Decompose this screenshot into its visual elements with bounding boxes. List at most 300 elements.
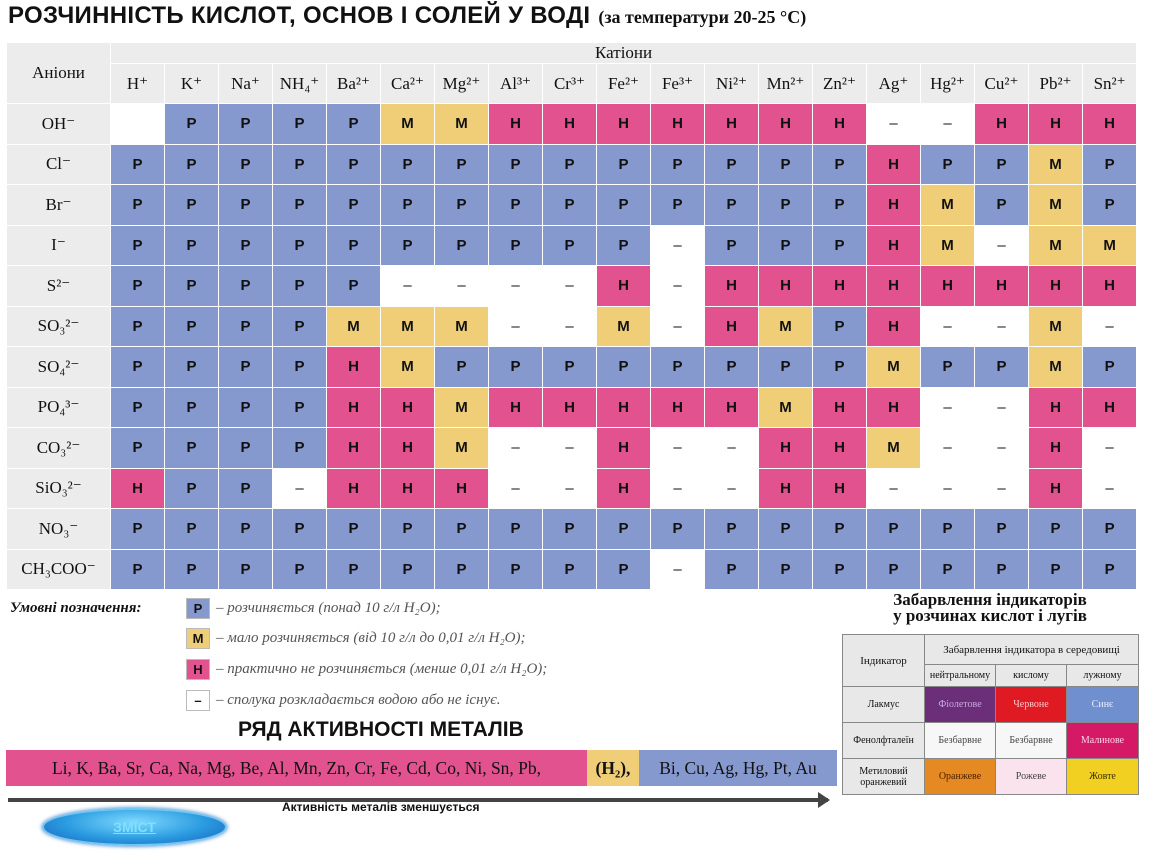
solubility-cell: Р: [327, 185, 381, 226]
solubility-cell: Р: [651, 347, 705, 388]
cation-header: Mn²⁺: [759, 64, 813, 104]
solubility-cell: –: [921, 387, 975, 428]
solubility-cell: М: [435, 306, 489, 347]
solubility-cell: М: [1029, 306, 1083, 347]
cation-header: Na⁺: [219, 64, 273, 104]
solubility-cell: Р: [543, 185, 597, 226]
solubility-cell: Р: [921, 144, 975, 185]
solubility-cell: Н: [975, 104, 1029, 145]
solubility-cell: Н: [1029, 104, 1083, 145]
solubility-cell: Р: [219, 549, 273, 590]
solubility-cell: М: [381, 347, 435, 388]
solubility-cell: Р: [1083, 347, 1137, 388]
solubility-cell: Н: [1029, 387, 1083, 428]
solubility-cell: Н: [597, 428, 651, 469]
table-row: [7, 387, 1137, 428]
solubility-cell: Н: [597, 104, 651, 145]
anion-header: CH₃COO⁻: [7, 549, 111, 590]
solubility-cell: Р: [759, 225, 813, 266]
table-row: [7, 549, 1137, 590]
cation-header: Ba²⁺: [327, 64, 381, 104]
solubility-cell: Р: [219, 185, 273, 226]
solubility-cell: –: [651, 225, 705, 266]
color-acid: Червоне: [996, 687, 1067, 723]
solubility-cell: Н: [543, 104, 597, 145]
cation-header: Zn²⁺: [813, 64, 867, 104]
solubility-cell: Р: [165, 347, 219, 388]
solubility-cell: Р: [273, 185, 327, 226]
solubility-cell: Р: [975, 549, 1029, 590]
cation-header: Ni²⁺: [705, 64, 759, 104]
solubility-cell: Р: [219, 387, 273, 428]
solubility-cell: Р: [165, 144, 219, 185]
solubility-cell: –: [975, 428, 1029, 469]
solubility-cell: Р: [975, 347, 1029, 388]
solubility-cell: Р: [273, 549, 327, 590]
legend-symbol: Р: [186, 598, 210, 619]
solubility-cell: Р: [813, 306, 867, 347]
table-row: [7, 428, 1137, 469]
solubility-cell: Р: [813, 549, 867, 590]
solubility-cell: Р: [381, 549, 435, 590]
solubility-cell: Р: [327, 509, 381, 550]
cation-header: Mg²⁺: [435, 64, 489, 104]
solubility-cell: Р: [1029, 549, 1083, 590]
solubility-cell: Р: [165, 185, 219, 226]
solubility-cell: Р: [597, 347, 651, 388]
solubility-cell: Р: [975, 185, 1029, 226]
indicators-table: [842, 634, 1139, 795]
solubility-cell: Р: [435, 185, 489, 226]
solubility-cell: Н: [1083, 387, 1137, 428]
legend-text: – мало розчиняється (від 10 г/л до 0,01 г/л H₂O);: [216, 629, 526, 646]
anion-header: I⁻: [7, 225, 111, 266]
solubility-cell: Р: [381, 509, 435, 550]
acid-col-header: кислому: [996, 665, 1067, 687]
solubility-cell: Р: [921, 549, 975, 590]
solubility-cell: Н: [543, 387, 597, 428]
arrow-right-icon: [818, 792, 830, 808]
solubility-cell: Р: [273, 428, 327, 469]
title-main: РОЗЧИННІСТЬ КИСЛОТ, ОСНОВ І СОЛЕЙ У ВОДІ: [8, 2, 591, 29]
solubility-cell: Н: [813, 104, 867, 145]
solubility-cell: Н: [867, 266, 921, 307]
solubility-cell: Н: [705, 387, 759, 428]
solubility-cell: Р: [435, 225, 489, 266]
solubility-cell: Р: [219, 144, 273, 185]
solubility-cell: Н: [705, 306, 759, 347]
solubility-cell: Р: [219, 225, 273, 266]
legend-symbol: Н: [186, 659, 210, 680]
solubility-cell: Н: [327, 468, 381, 509]
solubility-cell: Н: [705, 104, 759, 145]
cation-header: Ca²⁺: [381, 64, 435, 104]
solubility-cell: М: [327, 306, 381, 347]
solubility-cell: Н: [1029, 266, 1083, 307]
solubility-cell: –: [651, 266, 705, 307]
legend-symbol: –: [186, 690, 210, 711]
solubility-cell: Н: [813, 468, 867, 509]
solubility-cell: Н: [1083, 104, 1137, 145]
anion-header: NO₃⁻: [7, 509, 111, 550]
solubility-cell: Р: [165, 104, 219, 145]
solubility-cell: Р: [111, 509, 165, 550]
solubility-cell: Н: [759, 266, 813, 307]
solubility-cell: –: [651, 549, 705, 590]
solubility-cell: –: [489, 266, 543, 307]
solubility-cell: –: [651, 306, 705, 347]
solubility-cell: Р: [975, 509, 1029, 550]
solubility-cell: Р: [543, 144, 597, 185]
solubility-cell: –: [489, 428, 543, 469]
solubility-cell: Р: [165, 266, 219, 307]
solubility-cell: Р: [759, 347, 813, 388]
anion-header: Br⁻: [7, 185, 111, 226]
solubility-cell: Р: [273, 266, 327, 307]
color-neutral: Безбарвне: [925, 723, 996, 759]
solubility-cell: Р: [597, 185, 651, 226]
solubility-cell: Н: [867, 306, 921, 347]
solubility-cell: Р: [111, 347, 165, 388]
solubility-cell: Н: [759, 104, 813, 145]
solubility-cell: –: [705, 468, 759, 509]
anion-header: S²⁻: [7, 266, 111, 307]
solubility-cell: М: [435, 104, 489, 145]
solubility-cell: Н: [867, 225, 921, 266]
solubility-cell: Р: [597, 225, 651, 266]
solubility-cell: Н: [327, 387, 381, 428]
solubility-cell: Р: [435, 549, 489, 590]
medium-group-header: Забарвлення індикатора в середовищі: [925, 635, 1139, 665]
cation-header: Cr³⁺: [543, 64, 597, 104]
solubility-cell: Н: [435, 468, 489, 509]
solubility-cell: Р: [381, 225, 435, 266]
solubility-cell: Н: [327, 428, 381, 469]
solubility-cell: Р: [705, 549, 759, 590]
solubility-cell: Р: [273, 144, 327, 185]
solubility-cell: М: [435, 387, 489, 428]
solubility-cell: Р: [759, 509, 813, 550]
cation-header: H⁺: [111, 64, 165, 104]
solubility-cell: Р: [1083, 549, 1137, 590]
indicator-col-header: Індикатор: [843, 635, 925, 687]
solubility-cell: Р: [165, 225, 219, 266]
solubility-cell: Р: [1083, 185, 1137, 226]
solubility-cell: Р: [705, 144, 759, 185]
page-title: [8, 2, 1148, 36]
color-alkaline: Жовте: [1067, 759, 1139, 795]
solubility-cell: М: [1029, 347, 1083, 388]
neutral-col-header: нейтральному: [925, 665, 996, 687]
anions-header: Аніони: [7, 43, 111, 104]
solubility-cell: Р: [327, 225, 381, 266]
table-row: [7, 104, 1137, 145]
solubility-cell: Р: [273, 104, 327, 145]
table-row: [7, 509, 1137, 550]
indicator-name: Фенолфталеїн: [843, 723, 925, 759]
solubility-cell: Р: [489, 144, 543, 185]
solubility-cell: Р: [111, 428, 165, 469]
solubility-cell: Р: [273, 387, 327, 428]
solubility-cell: М: [759, 387, 813, 428]
solubility-cell: Р: [1083, 144, 1137, 185]
color-alkaline: Синє: [1067, 687, 1139, 723]
solubility-cell: –: [489, 306, 543, 347]
table-row: [7, 185, 1137, 226]
solubility-cell: Р: [165, 387, 219, 428]
solubility-cell: Р: [219, 428, 273, 469]
solubility-cell: Н: [597, 266, 651, 307]
table-row: [7, 306, 1137, 347]
solubility-cell: Р: [489, 549, 543, 590]
solubility-cell: –: [975, 306, 1029, 347]
solubility-cell: –: [867, 104, 921, 145]
solubility-cell: Р: [111, 185, 165, 226]
solubility-cell: –: [867, 468, 921, 509]
cation-header: Cu²⁺: [975, 64, 1029, 104]
solubility-cell: Р: [543, 347, 597, 388]
solubility-cell: Н: [813, 387, 867, 428]
solubility-cell: Н: [327, 347, 381, 388]
solubility-cell: Р: [597, 144, 651, 185]
solubility-cell: Р: [165, 468, 219, 509]
indicators-title-line1: Забарвлення індикаторів: [893, 590, 1087, 609]
solubility-cell: М: [867, 428, 921, 469]
solubility-cell: Р: [327, 104, 381, 145]
solubility-cell: Н: [867, 387, 921, 428]
solubility-cell: Р: [111, 549, 165, 590]
solubility-cell: –: [543, 306, 597, 347]
solubility-cell: М: [435, 428, 489, 469]
solubility-cell: Р: [381, 185, 435, 226]
legend-text: – сполука розкладається водою або не існує.: [216, 691, 501, 708]
alkaline-col-header: лужному: [1067, 665, 1139, 687]
solubility-cell: Р: [705, 347, 759, 388]
solubility-cell: –: [651, 428, 705, 469]
cation-header: Sn²⁺: [1083, 64, 1137, 104]
solubility-cell: Н: [651, 387, 705, 428]
solubility-cell: Р: [111, 387, 165, 428]
solubility-cell: Р: [867, 509, 921, 550]
hydrogen: (H₂),: [587, 750, 639, 786]
solubility-cell: М: [921, 185, 975, 226]
solubility-cell: –: [705, 428, 759, 469]
solubility-cell: –: [921, 104, 975, 145]
solubility-cell: Р: [813, 347, 867, 388]
solubility-cell: М: [921, 225, 975, 266]
solubility-cell: –: [381, 266, 435, 307]
solubility-cell: –: [1083, 428, 1137, 469]
solubility-cell: –: [273, 468, 327, 509]
passive-metals: Bi, Cu, Ag, Hg, Pt, Au: [639, 750, 837, 786]
table-row: [7, 468, 1137, 509]
anion-header: SO₄²⁻: [7, 347, 111, 388]
cation-header: Fe²⁺: [597, 64, 651, 104]
solubility-cell: Р: [165, 428, 219, 469]
solubility-cell: Р: [705, 225, 759, 266]
solubility-cell: Н: [597, 387, 651, 428]
solubility-cell: –: [975, 387, 1029, 428]
cation-header: Pb²⁺: [1029, 64, 1083, 104]
solubility-cell: –: [1083, 306, 1137, 347]
solubility-cell: Р: [813, 144, 867, 185]
solubility-cell: Н: [705, 266, 759, 307]
anion-header: PO₄³⁻: [7, 387, 111, 428]
solubility-cell: Н: [921, 266, 975, 307]
solubility-cell: Н: [759, 428, 813, 469]
active-metals: Li, K, Ba, Sr, Ca, Na, Mg, Be, Al, Mn, Zn, Cr, Fe, Cd, Co, Ni, Sn, Pb,: [6, 750, 587, 786]
solubility-cell: М: [381, 306, 435, 347]
solubility-cell: Р: [813, 225, 867, 266]
color-alkaline: Малинове: [1067, 723, 1139, 759]
color-acid: Безбарвне: [996, 723, 1067, 759]
solubility-cell: М: [1029, 185, 1083, 226]
solubility-cell: Н: [111, 468, 165, 509]
solubility-cell: [111, 104, 165, 145]
solubility-cell: Р: [111, 144, 165, 185]
solubility-cell: Р: [219, 347, 273, 388]
activity-arrow-label: Активність металів зменшується: [282, 800, 480, 814]
solubility-cell: Р: [327, 266, 381, 307]
anion-header: CO₃²⁻: [7, 428, 111, 469]
solubility-cell: Н: [489, 387, 543, 428]
solubility-cell: М: [1083, 225, 1137, 266]
solubility-cell: Н: [867, 185, 921, 226]
solubility-cell: Р: [435, 347, 489, 388]
solubility-cell: –: [921, 468, 975, 509]
solubility-cell: Р: [543, 509, 597, 550]
color-neutral: Оранжеве: [925, 759, 996, 795]
legend-symbol: М: [186, 628, 210, 649]
solubility-cell: Р: [813, 185, 867, 226]
solubility-cell: Р: [219, 509, 273, 550]
solubility-cell: Р: [489, 185, 543, 226]
solubility-cell: –: [921, 428, 975, 469]
solubility-cell: Р: [759, 185, 813, 226]
solubility-cell: Р: [1029, 509, 1083, 550]
solubility-cell: М: [597, 306, 651, 347]
solubility-cell: Р: [273, 509, 327, 550]
solubility-cell: –: [543, 468, 597, 509]
legend-text: – практично не розчиняється (менше 0,01 г/л H₂O);: [216, 660, 548, 677]
cation-header: Ag⁺: [867, 64, 921, 104]
solubility-cell: –: [435, 266, 489, 307]
solubility-cell: Р: [543, 549, 597, 590]
solubility-cell: Р: [489, 225, 543, 266]
legend-item-slightly-soluble: [186, 627, 526, 649]
cation-header: NH₄⁺: [273, 64, 327, 104]
anion-header: SO₃²⁻: [7, 306, 111, 347]
solubility-cell: Р: [111, 266, 165, 307]
anion-header: OH⁻: [7, 104, 111, 145]
solubility-cell: Р: [759, 549, 813, 590]
solubility-cell: Н: [381, 468, 435, 509]
solubility-cell: Р: [705, 185, 759, 226]
solubility-cell: Н: [489, 104, 543, 145]
solubility-cell: Р: [219, 104, 273, 145]
solubility-cell: Р: [705, 509, 759, 550]
solubility-cell: Н: [651, 104, 705, 145]
solubility-cell: Р: [597, 509, 651, 550]
indicator-name: Метиловий оранжевий: [843, 759, 925, 795]
solubility-cell: –: [921, 306, 975, 347]
solubility-cell: –: [489, 468, 543, 509]
solubility-cell: Р: [921, 509, 975, 550]
solubility-cell: Р: [435, 144, 489, 185]
table-row: [7, 347, 1137, 388]
color-neutral: Фіолетове: [925, 687, 996, 723]
solubility-cell: Н: [975, 266, 1029, 307]
anion-header: Cl⁻: [7, 144, 111, 185]
solubility-cell: Н: [1029, 428, 1083, 469]
solubility-cell: Р: [489, 509, 543, 550]
solubility-cell: Р: [327, 549, 381, 590]
solubility-cell: Н: [1083, 266, 1137, 307]
solubility-cell: Р: [759, 144, 813, 185]
indicators-title-line2: у розчинах кислот і лугів: [893, 606, 1087, 625]
solubility-cell: Р: [867, 549, 921, 590]
solubility-cell: Р: [111, 225, 165, 266]
solubility-cell: Р: [219, 468, 273, 509]
solubility-cell: Н: [813, 266, 867, 307]
contents-button[interactable]: [42, 808, 227, 846]
solubility-cell: Н: [867, 144, 921, 185]
solubility-cell: Р: [651, 509, 705, 550]
solubility-cell: Р: [921, 347, 975, 388]
title-subtitle: (за температури 20-25 °С): [598, 7, 807, 27]
legend-item-soluble: [186, 597, 441, 619]
cations-header: Катіони: [111, 43, 1137, 64]
solubility-cell: –: [975, 225, 1029, 266]
solubility-cell: Р: [219, 266, 273, 307]
solubility-cell: Р: [813, 509, 867, 550]
solubility-cell: Р: [273, 225, 327, 266]
solubility-cell: Р: [435, 509, 489, 550]
solubility-cell: М: [867, 347, 921, 388]
cation-header: Hg²⁺: [921, 64, 975, 104]
table-row: [7, 225, 1137, 266]
contents-button-label[interactable]: ЗМІСТ: [113, 819, 156, 835]
solubility-cell: Н: [381, 428, 435, 469]
legend-text: – розчиняється (понад 10 г/л H₂O);: [216, 599, 441, 616]
solubility-cell: Н: [759, 468, 813, 509]
solubility-cell: Р: [165, 306, 219, 347]
solubility-cell: М: [1029, 225, 1083, 266]
activity-series-title: РЯД АКТИВНОСТІ МЕТАЛІВ: [238, 718, 524, 741]
solubility-cell: Р: [327, 144, 381, 185]
solubility-cell: –: [1083, 468, 1137, 509]
solubility-cell: Р: [165, 549, 219, 590]
solubility-cell: Н: [1029, 468, 1083, 509]
legend-item-insoluble: [186, 658, 547, 680]
solubility-cell: Р: [165, 509, 219, 550]
cation-header: Fe³⁺: [651, 64, 705, 104]
activity-series: [6, 750, 837, 786]
solubility-cell: Р: [597, 549, 651, 590]
solubility-cell: Р: [489, 347, 543, 388]
legend-title: Умовні позначення:: [10, 600, 142, 616]
solubility-cell: –: [975, 468, 1029, 509]
solubility-cell: Р: [651, 185, 705, 226]
solubility-cell: Р: [273, 306, 327, 347]
solubility-cell: Р: [219, 306, 273, 347]
table-row: [7, 266, 1137, 307]
legend-item-decomposes: [186, 689, 500, 711]
solubility-cell: М: [1029, 144, 1083, 185]
solubility-cell: Р: [381, 144, 435, 185]
cation-header: Al³⁺: [489, 64, 543, 104]
solubility-cell: Н: [597, 468, 651, 509]
